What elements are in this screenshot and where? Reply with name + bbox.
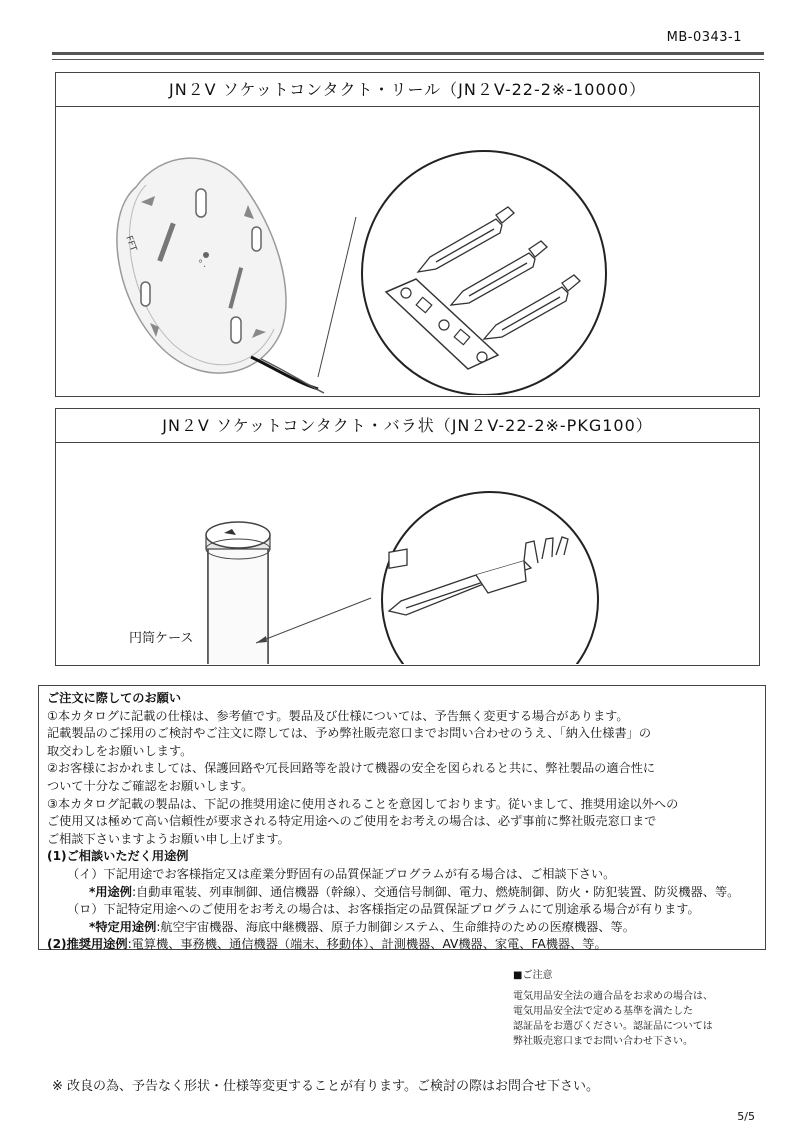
consult-heading: (1)ご相談いただく用途例 [47, 849, 189, 864]
consult-item-ro: （ロ）下記特定用途へのご使用をお考えの場合は、お客様指定の品質保証プログラムにて別途承る場合が有ります。 [67, 902, 700, 917]
consult-item-i: （イ）下記用途でお客様指定又は産業分野固有の品質保証プログラムが有る場合は、ご相談下さい。 [67, 866, 616, 881]
notes-line: ①本カタログに記載の仕様は、参考値です。製品及び仕様については、予告無く変更する場合があります。 [47, 708, 629, 723]
recommended-uses: (2)推奨用途例:電算機、事務機、通信機器（端末、移動体）、計測機器、AV機器、家電、FA機器、等。 [47, 937, 607, 952]
caution-line: 電気用品安全法で定める基準を満たした [513, 1006, 693, 1017]
notes-line: ご使用又は極めて高い信頼性が要求される特定用途へのご使用をお考えの場合は、必ず事前に弊社販売窓口まで [47, 814, 657, 829]
notes-line: ついて十分なご確認をお願いします。 [47, 778, 254, 793]
notes-line: 記載製品のご採用のご検討やご注文に際しては、予め弊社販売窓口までお問い合わせのうえ、「納入仕様書」の [47, 726, 652, 741]
cylinder-case-image [206, 522, 270, 664]
caution-line: 弊社販売窓口までお問い合わせ下さい。 [513, 1036, 693, 1047]
bulk-panel-body [56, 443, 759, 664]
notes-line: ご相談下さいますようお願い申し上げます。 [47, 831, 290, 846]
reel-marking: FFT [123, 234, 138, 253]
reel-contact-magnified [362, 151, 606, 395]
notes-line: ②お客様におかれましては、保護回路や冗長回路等を設けて機器の安全を図られると共に、弊社製品の適合性に [47, 761, 656, 776]
cylinder-case-label: 円筒ケース [129, 631, 194, 646]
page-number: 5/5 [737, 1110, 755, 1123]
footer-note: ※ 改良の為、予告なく形状・仕様等変更することが有ります。ご検討の際はお問合せ下さい。 [52, 1079, 599, 1094]
consult-item-i-example: *用途例:自動車電装、列車制御、通信機器（幹線）、交通信号制御、電力、燃焼制御、防火・防犯装置、防災機器、等。 [89, 884, 740, 899]
bulk-panel [55, 408, 760, 666]
reel-illustration [56, 107, 758, 395]
reel-panel-body [56, 107, 759, 395]
reel-panel [55, 72, 760, 397]
caution-line: 認証品をお選びください。認証品については [513, 1021, 713, 1032]
caution-note [513, 968, 713, 1049]
svg-text:°.: °. [198, 259, 207, 270]
document-id: MB-0343-1 [666, 30, 742, 45]
notes-line: ③本カタログ記載の製品は、下記の推奨用途に使用されることを意図しております。従いまして、推奨用途以外への [47, 796, 679, 811]
reel-panel-title: JN２V ソケットコンタクト・リール（JN２V-22-2※-10000） [56, 73, 759, 107]
notes-line: 取交わしをお願いします。 [47, 743, 193, 758]
reel-image [117, 158, 324, 393]
notes-heading: ご注文に際してのお願い [47, 691, 182, 705]
header-rule [52, 52, 764, 60]
ordering-notes [38, 685, 766, 950]
caution-heading: ■ご注意 [513, 970, 553, 981]
bulk-panel-title: JN２V ソケットコンタクト・バラ状（JN２V-22-2※-PKG100） [56, 409, 759, 443]
bulk-contact-magnified [382, 492, 598, 664]
consult-item-ro-example: *特定用途例:航空宇宙機器、海底中継機器、原子力制御システム、生命維持のための医療機器、等。 [89, 919, 635, 934]
caution-line: 電気用品安全法の適合品をお求めの場合は、 [513, 991, 713, 1002]
